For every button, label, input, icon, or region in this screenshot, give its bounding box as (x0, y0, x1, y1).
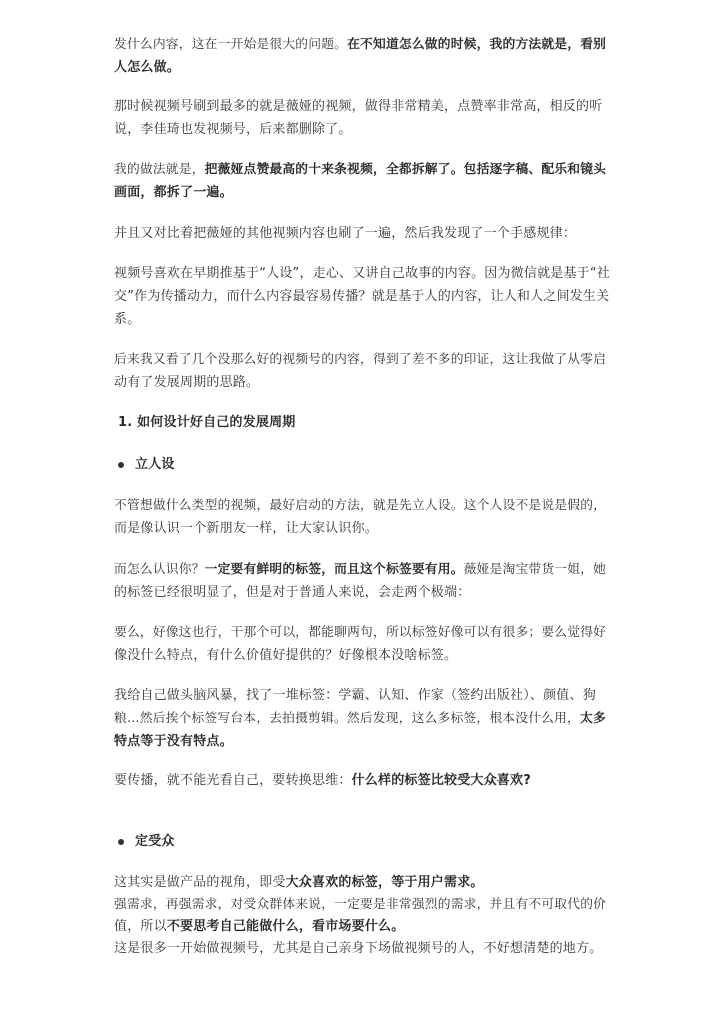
text-run: 动有了发展周期的思路。 (114, 375, 260, 390)
text-run: 系。 (114, 312, 141, 327)
text-run: 值，所以 (114, 919, 167, 934)
text-line (114, 919, 404, 935)
bold-text-run: 一定要有鲜明的标签，而且这个标签要有用。 (204, 562, 464, 577)
text-run: 交”作为传播动力，而什么内容最容易传播？就是基于人的内容，让人和人之间发生关 (114, 289, 610, 304)
text-run: 后来我又看了几个没那么好的视频号的内容，得到了差不多的印证，这让我做了从零启 (114, 352, 607, 367)
text-line (114, 625, 606, 641)
text-run: 我给自己做头脑风暴，找了一堆标签：学霸、认知、作家（签约出版社）、颜值、狗 (114, 688, 596, 703)
text-line (114, 773, 531, 789)
text-run: 说，李佳琦也发视频号，后来都删除了。 (114, 122, 352, 137)
text-line (114, 99, 602, 115)
text-line (114, 562, 606, 578)
text-run: 这是很多一开始做视频号，尤其是自己亲身下场做视频号的人，不好想清楚的地方。 (114, 941, 603, 956)
text-run: 视频号喜欢在早期推基于“人设”，走心、又讲自己故事的内容。因为微信就是基于“社 (114, 266, 611, 281)
text-line (114, 585, 470, 601)
text-run: 并且又对比着把薇娅的其他视频内容也刷了一遍，然后我发现了一个手感规律： (114, 226, 577, 241)
bold-text-run: 太多 (580, 711, 606, 726)
text-run: 而是像认识一个新朋友一样，让大家认识你。 (114, 521, 379, 536)
section-heading: 1. 如何设计好自己的发展周期 (118, 415, 296, 430)
text-run: 的标签已经很明显了，但是对于普通人来说，会走两个极端： (114, 585, 471, 600)
text-line (114, 162, 606, 178)
text-line (114, 352, 606, 368)
text-line (114, 226, 576, 242)
text-line (114, 185, 233, 201)
text-line (114, 312, 140, 328)
text-line (114, 711, 606, 727)
bold-text-run: 特点等于没有特点。 (114, 734, 233, 749)
bullet-label: 定受众 (135, 834, 175, 849)
text-run: 像没什么特点，有什么价值好提供的？好像根本没啥标签。 (114, 648, 458, 663)
text-line (114, 734, 233, 750)
text-run: 我的做法就是， (114, 162, 205, 177)
text-line (114, 375, 259, 391)
text-line (114, 498, 606, 514)
bold-text-run: 画面，都拆了一遍。 (114, 185, 233, 200)
text-run: 那时候视频号刷到最多的就是薇娅的视频，做得非常精美，点赞率非常高，相反的听 (114, 99, 603, 114)
text-run: 强需求，再强需求，对受众群体来说，一定要是非常强烈的需求，并且有不可取代的价 (114, 897, 607, 912)
text-run: 要传播，就不能光看自己，要转换思维： (114, 773, 352, 788)
text-line (114, 60, 180, 76)
text-run: 粮...然后挨个标签写台本，去拍摄剪辑。然后发现，这么多标签，根本没什么用， (114, 711, 581, 726)
text-run: 这其实是做产品的视角，即受 (114, 875, 286, 890)
bullet-dot (118, 839, 124, 845)
bold-text-run: 人怎么做。 (114, 60, 181, 75)
text-line (114, 521, 378, 537)
text-run: 发什么内容，这在一开始是很大的问题。 (114, 37, 348, 52)
text-line (114, 648, 457, 664)
text-line (114, 37, 606, 53)
bullet-label: 立人设 (135, 457, 175, 472)
bold-text-run: 在不知道怎么做的时候，我的方法就是，看别 (347, 37, 607, 52)
bullet-dot (118, 462, 124, 468)
bold-text-run: 不要思考自己能做什么，看市场要什么。 (166, 919, 405, 934)
text-line (114, 122, 352, 138)
text-run: 薇娅是淘宝带货一姐，她 (463, 562, 607, 577)
text-line (114, 875, 484, 891)
text-run: 要么，好像这也行，干那个可以，都能聊两句，所以标签好像可以有很多；要么觉得好 (114, 625, 607, 640)
text-run: 不管想做什么类型的视频，最好启动的方法，就是先立人设。这个人设不是说是假的， (114, 498, 607, 513)
text-line (114, 897, 606, 913)
text-line (114, 266, 610, 282)
text-line (114, 289, 609, 305)
text-run: 而怎么认识你？ (114, 562, 205, 577)
bold-text-run: 什么样的标签比较受大众喜欢? (351, 773, 531, 788)
bold-text-run: 把薇娅点赞最高的十来条视频，全都拆解了。包括逐字稿、配乐和镜头 (204, 162, 607, 177)
bold-text-run: 大众喜欢的标签，等于用户需求。 (285, 875, 484, 890)
text-line (114, 688, 596, 704)
text-line (114, 941, 602, 957)
